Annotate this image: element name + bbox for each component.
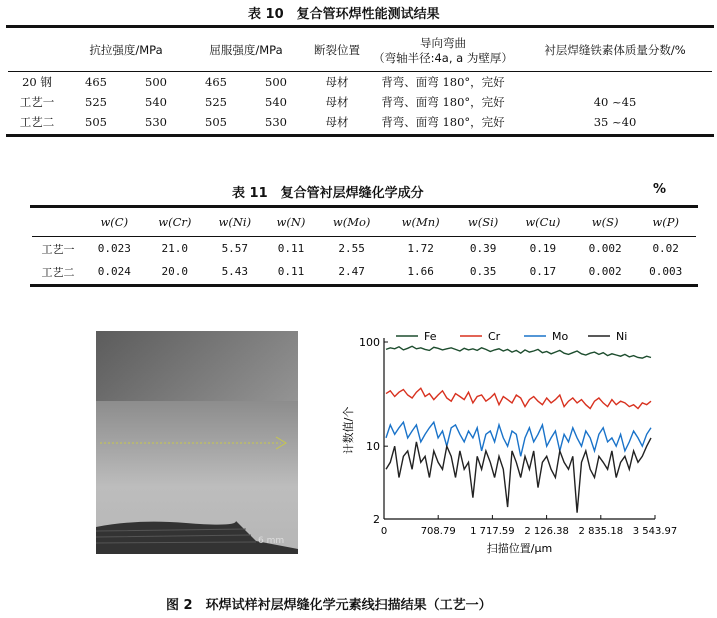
table-cell: 0.35 — [469, 265, 497, 278]
header-tensile: 抗拉强度/MPa — [89, 43, 163, 58]
cell-yield-1: 505 — [205, 114, 227, 129]
y-tick-label: 10 — [366, 440, 380, 454]
table-cell: 0.17 — [529, 265, 557, 278]
line-scan-chart — [330, 322, 700, 562]
cell-tensile-2: 540 — [145, 94, 167, 109]
header-fracture: 断裂位置 — [314, 43, 360, 58]
table-row — [32, 237, 696, 261]
table-cell: 1.66 — [407, 265, 434, 278]
legend-label-fe: Fe — [424, 330, 437, 343]
legend-label-mo: Mo — [552, 330, 569, 343]
cell-tensile-1: 525 — [85, 94, 107, 109]
series-line-fe — [386, 346, 651, 358]
table-cell: 0.024 — [97, 265, 131, 278]
table-cell: 0.19 — [529, 242, 557, 255]
cell-tensile-2: 530 — [145, 114, 167, 129]
table-cell: 0.11 — [277, 242, 305, 255]
table11-unit: % — [653, 182, 667, 197]
header-row-label — [8, 31, 66, 71]
table-cell: 2.55 — [338, 242, 365, 255]
cell-ferrite — [518, 71, 712, 92]
header-w-mo: w(Mo) — [332, 215, 371, 229]
table-row — [8, 71, 712, 92]
row-label: 工艺二 — [19, 114, 55, 129]
cell-yield-1: 525 — [205, 94, 227, 109]
scale-bar-label: 6 mm — [258, 536, 285, 546]
table-row — [8, 112, 712, 132]
x-tick-label: 1 717.59 — [470, 526, 515, 537]
header-w-si: w(Si) — [467, 215, 499, 229]
x-tick-label: 0 — [380, 526, 388, 537]
header-w-cu: w(Cu) — [525, 215, 561, 229]
table10-top-rule — [6, 25, 714, 28]
row-label: 工艺一 — [41, 242, 75, 256]
y-axis-label: 计数值/个 — [342, 406, 355, 455]
table10-title: 表 10 复合管环焊性能测试结果 — [248, 7, 440, 22]
header-w-cr: w(Cr) — [158, 215, 192, 229]
table-cell: 21.0 — [161, 242, 189, 255]
x-axis-label: 扫描位置/μm — [486, 542, 553, 555]
header-w-mn: w(Mn) — [401, 215, 440, 229]
cell-fracture: 母材 — [325, 114, 349, 129]
table-cell: 0.11 — [277, 265, 305, 278]
table-cell: 5.43 — [221, 265, 249, 278]
micrograph-drawing — [96, 331, 298, 554]
cell-ferrite: 35 ~40 — [593, 114, 637, 129]
table-cell: 0.02 — [652, 242, 679, 255]
table-cell: 20.0 — [161, 265, 189, 278]
cell-ferrite: 40 ~45 — [593, 94, 637, 109]
header-row-label — [32, 208, 84, 237]
header-w-n: w(N) — [276, 215, 306, 229]
table-row — [32, 260, 696, 283]
cell-bend: 背弯、面弯 180°，完好 — [381, 74, 505, 89]
header-yield: 屈服强度/MPa — [209, 43, 283, 58]
header-w-p: w(P) — [652, 215, 679, 229]
x-tick-label: 3 543.97 — [632, 526, 678, 537]
series-line-ni — [386, 438, 651, 513]
table-cell: 5.57 — [221, 242, 249, 255]
table-row — [8, 92, 712, 112]
cell-bend: 背弯、面弯 180°，完好 — [381, 114, 505, 129]
legend-label-cr: Cr — [488, 330, 501, 343]
header-bend-line1: 导向弯曲 — [420, 35, 466, 50]
figure-caption: 图 2 环焊试样衬层焊缝化学元素线扫描结果（工艺一） — [166, 598, 492, 613]
table-cell: 0.003 — [649, 265, 683, 278]
cell-tensile-1: 505 — [85, 114, 107, 129]
x-tick-label: 708.79 — [420, 526, 456, 537]
cell-yield-2: 500 — [265, 74, 287, 89]
table10-bottom-rule — [6, 134, 714, 137]
table-cell: 1.72 — [407, 242, 434, 255]
table11-title: 表 11 复合管衬层焊缝化学成分 — [232, 186, 424, 201]
micrograph-dark-top — [96, 331, 298, 401]
header-bend-line2: （弯轴半径:4a, a 为壁厚） — [373, 50, 513, 65]
table-cell: 0.002 — [588, 265, 622, 278]
table-cell: 2.47 — [338, 265, 365, 278]
x-tick-label: 2 126.38 — [524, 526, 569, 537]
row-label: 工艺二 — [41, 265, 75, 279]
table10 — [8, 31, 712, 132]
header-ferrite: 衬层焊缝铁素体质量分数/% — [544, 43, 686, 58]
header-bend — [368, 31, 518, 71]
header-w-ni: w(Ni) — [218, 215, 252, 229]
cell-yield-2: 530 — [265, 114, 287, 129]
cell-yield-2: 540 — [265, 94, 287, 109]
y-tick-label: 2 — [373, 513, 380, 526]
header-w-s: w(S) — [591, 215, 619, 229]
table-cell: 0.002 — [588, 242, 622, 255]
table11-bottom-rule — [30, 284, 698, 287]
legend-label-ni: Ni — [616, 330, 628, 343]
header-w-c: w(C) — [100, 215, 129, 229]
cell-tensile-1: 465 — [85, 74, 107, 89]
row-label: 工艺一 — [19, 94, 55, 109]
table11 — [32, 208, 696, 283]
series-line-cr — [386, 388, 651, 408]
table-cell: 0.023 — [97, 242, 131, 255]
cell-fracture: 母材 — [325, 94, 349, 109]
cell-tensile-2: 500 — [145, 74, 167, 89]
x-tick-label: 2 835.18 — [578, 526, 624, 537]
cell-yield-1: 465 — [205, 74, 227, 89]
row-label: 20 钢 — [22, 74, 52, 89]
micrograph-image — [96, 331, 298, 554]
cell-bend: 背弯、面弯 180°，完好 — [381, 94, 505, 109]
y-tick-label: 100 — [359, 336, 380, 349]
table-cell: 0.39 — [469, 242, 497, 255]
cell-fracture: 母材 — [325, 74, 349, 89]
